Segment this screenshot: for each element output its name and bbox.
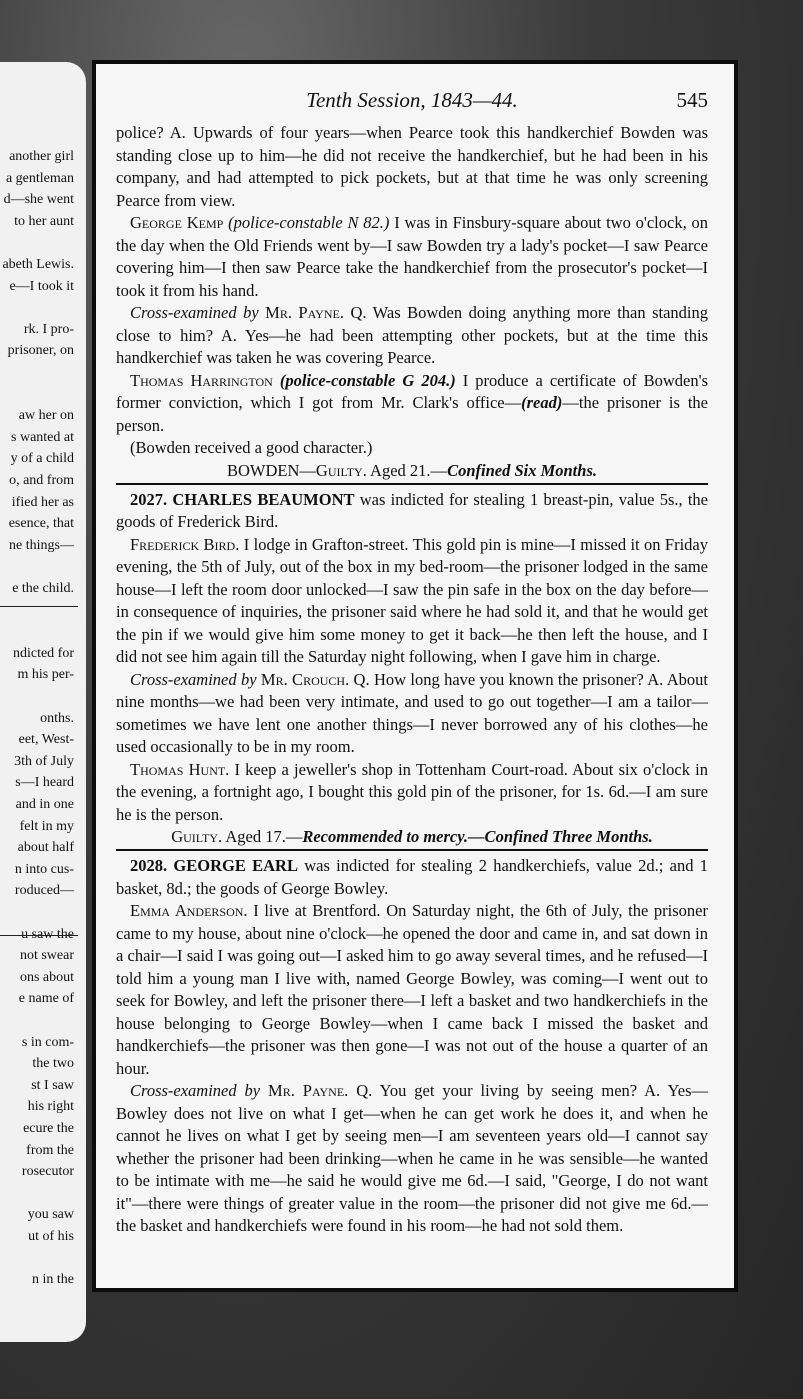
left-page-fragment: s in com- bbox=[21, 1034, 74, 1050]
left-page-fragment: to her aunt bbox=[14, 213, 74, 229]
left-page-fragment: and in one bbox=[15, 797, 74, 812]
page-number: 545 bbox=[676, 88, 708, 112]
cross-examined-by: Cross-examined by bbox=[130, 1081, 261, 1100]
testimony-paragraph: police? A. Upwards of four years—when Pearce took this handkerchief Bowden was standing close up to him—he did not receive the handkerchief, but he had been in his company, and had attempted to pick pockets, but at that time he was only screening Pearce from view. bbox=[116, 123, 708, 210]
left-page-fragment: felt in my bbox=[19, 818, 74, 834]
left-page-fragment: y of a child bbox=[10, 451, 74, 467]
testimony-text: I was in Finsbury-square about two o'clock, on the day when the Old Friends went by—I saw Bowden try a lady's pocket—I saw Pearce covering him—I then saw Pearce take the handkerchief from the prosecutor's pocket—I took it from his hand. bbox=[116, 213, 708, 300]
left-page-fragment: you saw bbox=[27, 1207, 74, 1223]
left-page-fragment: about half bbox=[17, 840, 74, 856]
left-page-fragment: the two bbox=[32, 1056, 74, 1072]
left-page-rule bbox=[0, 935, 78, 936]
counsel-name: Mr. Payne. bbox=[265, 303, 344, 322]
page-545 bbox=[92, 60, 738, 1292]
charge-text: was indicted for stealing 2 handkerchiefs, value 2d.; and 1 basket, 8d.; the goods of George Bowley. bbox=[116, 856, 708, 898]
case-heading bbox=[116, 489, 708, 534]
left-page-fragment: esence, that bbox=[8, 516, 74, 532]
verdict-guilty: Guilty. bbox=[171, 827, 223, 846]
left-page-fragment: abeth Lewis. bbox=[2, 257, 74, 272]
testimony-text: Q. Was Bowden doing anything more than standing close to him? A. Yes—he had been attempting other pockets, but at the time this handkerchief was taken he was covering Pearce. bbox=[116, 303, 709, 367]
left-page-fragment: from the bbox=[26, 1142, 74, 1158]
left-page-rule bbox=[0, 606, 78, 607]
counsel-name: Mr. Crouch. bbox=[260, 669, 350, 689]
witness-name: Frederick Bird. bbox=[130, 534, 240, 554]
page-content bbox=[116, 88, 708, 1238]
verdict-line bbox=[116, 826, 708, 848]
testimony-text: Q. You get your living by seeing men? A. Yes—Bowley does not live on what I get—when he can get work he does it, and when he cannot he lives on what I get by seeing men—I am seventeen years old—I cannot say whether the prisoner had been drinking—when he came in he was sensible—he wanted to be intimate with me—he said he would give me 6d.—I said, "George, I do not want it"—there were things of greater value in the room—the prisoner did not give me 6d.—the basket and handkerchiefs were found in his room—he had not sold them. bbox=[116, 1081, 708, 1235]
defendant-surname: BOWDEN— bbox=[227, 460, 316, 480]
cross-examination-paragraph bbox=[116, 669, 708, 759]
left-page-fragment: ified her as bbox=[11, 494, 74, 510]
left-page-fragment: ut of his bbox=[28, 1229, 74, 1244]
testimony-paragraph bbox=[116, 900, 708, 1080]
verdict-sentence: Confined Six Months. bbox=[447, 460, 597, 480]
section-rule bbox=[116, 849, 708, 851]
left-page-fragment: rk. I pro- bbox=[23, 321, 74, 337]
case-number: 2028. bbox=[130, 856, 168, 875]
testimony-text: Q. How long have you known the prisoner? A. About nine months—we had been very intimate, and used to go out together—I am a tailor—sometimes we have lent one another things—I never borrowed any of his clothes—he used occasionally to be in my room. bbox=[116, 669, 709, 756]
case-heading bbox=[116, 855, 708, 900]
witness-role: (police-constable N 82.) bbox=[228, 213, 390, 232]
left-page-fragment: a gentleman bbox=[5, 170, 74, 186]
left-page-fragment: not swear bbox=[19, 948, 74, 964]
read-marker: (read) bbox=[521, 393, 563, 412]
cross-examined-by: Cross-examined by bbox=[130, 303, 259, 322]
left-page-fragment: d—she went bbox=[3, 192, 74, 208]
testimony-text: I live at Brentford. On Saturday night, the 6th of July, the prisoner came to my house, about nine o'clock—he opened the door and came in, and sat down in a chair—I said I was going out—I asked him to go away several times, and he refused—I told him a young man I live with, named George Bowley, was coming—I went out to seek for Bowley, and left the prisoner there—I left a basket and two handkerchiefs in the house belonging to George Bowley—when I came back I missed the basket and handkerchiefs—the prisoner was then gone—I was not out of the house a quarter of an hour. bbox=[116, 901, 708, 1078]
defendant-name: GEORGE EARL bbox=[173, 856, 298, 875]
witness-name: George Kemp bbox=[130, 213, 224, 232]
verdict-line bbox=[116, 460, 708, 482]
left-page-fragment: his right bbox=[27, 1099, 74, 1115]
testimony-text: —the prisoner is the person. bbox=[116, 393, 709, 435]
witness-role: (police-constable G 204.) bbox=[279, 370, 456, 390]
left-page-fragment: st I saw bbox=[31, 1077, 74, 1093]
left-page-fragment: eet, West- bbox=[18, 732, 74, 748]
left-page-fragment: e name of bbox=[18, 991, 74, 1007]
left-page-fragment: ecure the bbox=[23, 1121, 74, 1136]
left-page-fragment: roduced— bbox=[14, 883, 74, 899]
testimony-paragraph bbox=[116, 370, 708, 438]
cross-examined-by: Cross-examined by bbox=[130, 669, 257, 689]
left-page-fragment: n in the bbox=[32, 1272, 74, 1288]
testimony-paragraph bbox=[116, 534, 708, 669]
testimony-text: I keep a jeweller's shop in Tottenham Court-road. About six o'clock in the evening, a fortnight ago, I bought this gold pin of the prisoner, for 1s. 6d.—I am sure he is the person. bbox=[116, 759, 708, 824]
left-facing-page bbox=[0, 62, 86, 1342]
charge-text: was indicted for stealing 1 breast-pin, value 5s., the goods of Frederick Bird. bbox=[116, 489, 709, 531]
witness-name: Thomas Hunt. bbox=[130, 759, 230, 779]
left-page-fragment: aw her on bbox=[18, 408, 74, 424]
verdict-guilty: Guilty. bbox=[315, 460, 367, 480]
left-page-fragment: ons about bbox=[19, 969, 74, 985]
left-page-fragment: s wanted at bbox=[11, 429, 74, 445]
cross-examination-paragraph bbox=[116, 1080, 708, 1238]
left-page-fragment: another girl bbox=[9, 149, 74, 164]
left-page-fragment: e the child. bbox=[12, 581, 74, 596]
left-page-fragment: n into cus- bbox=[14, 861, 74, 877]
testimony-text: I lodge in Grafton-street. This gold pin is mine—I missed it on Friday evening, the 5th of July, out of the box in my bed-room—the prisoner lodged in the same house—I left the room door unlocked—I saw the pin safe in the box on the day before—in consequence of inquiries, the prisoner said where he had sold it, and that he would get the pin if we would give him some money to get it back—he then left the house, and I did not see him again till the Saturday night following, when I gave him in charge. bbox=[116, 534, 708, 666]
left-page-fragment: 3th of July bbox=[14, 753, 74, 769]
left-page-fragment: ne things— bbox=[9, 537, 74, 553]
defendant-name: CHARLES BEAUMONT bbox=[172, 489, 355, 509]
left-page-fragment: onths. bbox=[40, 710, 74, 726]
left-page-fragment: prisoner, on bbox=[7, 343, 74, 359]
counsel-name: Mr. Payne. bbox=[268, 1081, 349, 1100]
running-header bbox=[116, 88, 708, 122]
left-page-fragment: o, and from bbox=[9, 473, 74, 488]
running-title: Tenth Session, 1843—44. bbox=[306, 88, 518, 112]
testimony-paragraph bbox=[116, 212, 708, 302]
witness-name: Emma Anderson. bbox=[130, 901, 248, 920]
testimony-paragraph bbox=[116, 759, 708, 827]
cross-examination-paragraph bbox=[116, 302, 708, 370]
character-note: (Bowden received a good character.) bbox=[130, 438, 373, 457]
verdict-age: Aged 17.— bbox=[222, 827, 303, 846]
verdict-sentence: Recommended to mercy.—Confined Three Months. bbox=[302, 827, 653, 846]
left-page-fragment: rosecutor bbox=[21, 1164, 74, 1180]
testimony-text: I produce a certificate of Bowden's former conviction, which I got from Mr. Clark's office— bbox=[116, 370, 708, 412]
left-page-fragment: ndicted for bbox=[12, 645, 74, 661]
left-page-fragment: s—I heard bbox=[15, 775, 74, 791]
section-rule bbox=[116, 483, 708, 485]
left-page-fragment: m his per- bbox=[17, 667, 74, 683]
verdict-age: Aged 21.— bbox=[366, 460, 448, 480]
left-page-fragment: e—I took it bbox=[9, 278, 74, 294]
witness-name: Thomas Harrington bbox=[130, 370, 273, 390]
case-number: 2027. bbox=[130, 489, 168, 509]
